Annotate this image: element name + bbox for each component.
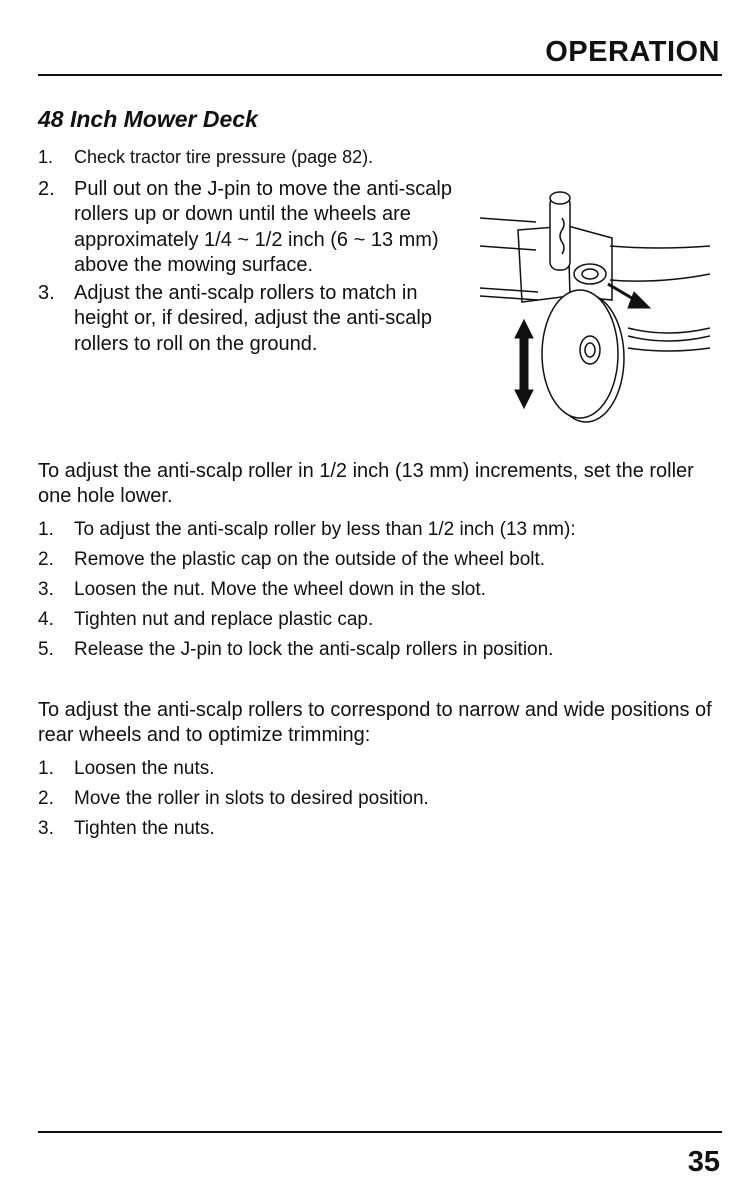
list-item xyxy=(38,756,714,781)
step-number: 1. xyxy=(38,758,54,779)
step-number: 2. xyxy=(38,549,54,570)
step-number: 3. xyxy=(38,818,54,839)
step-number: 5. xyxy=(38,639,54,660)
roller-adjust-steps xyxy=(38,145,468,359)
step-number: 3. xyxy=(38,281,55,304)
list-item xyxy=(38,145,468,171)
increment-adjust-paragraph: To adjust the anti-scalp roller in 1/2 inch (13 mm) increments, set the roller one hole lower. xyxy=(38,460,694,507)
j-pin xyxy=(550,192,570,270)
anti-scalp-roller-wheel xyxy=(542,290,624,422)
step-text: Move the roller in slots to desired position. xyxy=(74,788,429,809)
step-text: Check tractor tire pressure (page 82). xyxy=(74,147,374,167)
trimming-steps xyxy=(38,756,714,846)
footer-divider xyxy=(38,1131,722,1133)
step-text: Release the J-pin to lock the anti-scalp rollers in position. xyxy=(74,639,554,660)
step-text: To adjust the anti-scalp roller by less than 1/2 inch (13 mm): xyxy=(74,519,576,540)
step-number: 4. xyxy=(38,609,54,630)
wheel-bolt-knob xyxy=(574,264,606,284)
up-down-arrow xyxy=(515,320,533,408)
list-item xyxy=(38,547,714,572)
list-item xyxy=(38,637,714,662)
step-number: 1. xyxy=(38,147,54,167)
step-text: Adjust the anti-scalp rollers to match in height or, if desired, adjust the anti-scalp rollers to roll on the ground. xyxy=(74,281,432,355)
step-text: Tighten nut and replace plastic cap. xyxy=(74,609,374,630)
list-item xyxy=(38,786,714,811)
step-text: Tighten the nuts. xyxy=(74,818,215,839)
list-item xyxy=(38,577,714,602)
anti-scalp-roller-illustration xyxy=(478,188,718,438)
list-item xyxy=(38,177,468,279)
step-text: Loosen the nuts. xyxy=(74,758,215,779)
list-item xyxy=(38,816,714,841)
step-text: Loosen the nut. Move the wheel down in the slot. xyxy=(74,579,486,600)
page-header-title: OPERATION xyxy=(545,36,720,68)
header-divider xyxy=(38,74,722,76)
page-number: 35 xyxy=(687,1146,720,1178)
step-number: 1. xyxy=(38,519,54,540)
step-number: 2. xyxy=(38,177,55,200)
trimming-adjust-paragraph: To adjust the anti-scalp rollers to correspond to narrow and wide positions of rear wheels and to optimize trimming: xyxy=(38,699,712,746)
increment-steps xyxy=(38,517,714,667)
step-number: 3. xyxy=(38,579,54,600)
list-item xyxy=(38,281,468,358)
list-item xyxy=(38,607,714,632)
section-title: 48 Inch Mower Deck xyxy=(38,106,258,132)
step-text: Remove the plastic cap on the outside of the wheel bolt. xyxy=(74,549,546,570)
step-text: Pull out on the J-pin to move the anti-scalp rollers up or down until the wheels are approximately 1/4 ~ 1/2 inch (6 ~ 13 mm) above the mowing surface. xyxy=(74,177,452,276)
slide-direction-arrow xyxy=(608,284,650,308)
list-item xyxy=(38,517,714,542)
step-number: 2. xyxy=(38,788,54,809)
